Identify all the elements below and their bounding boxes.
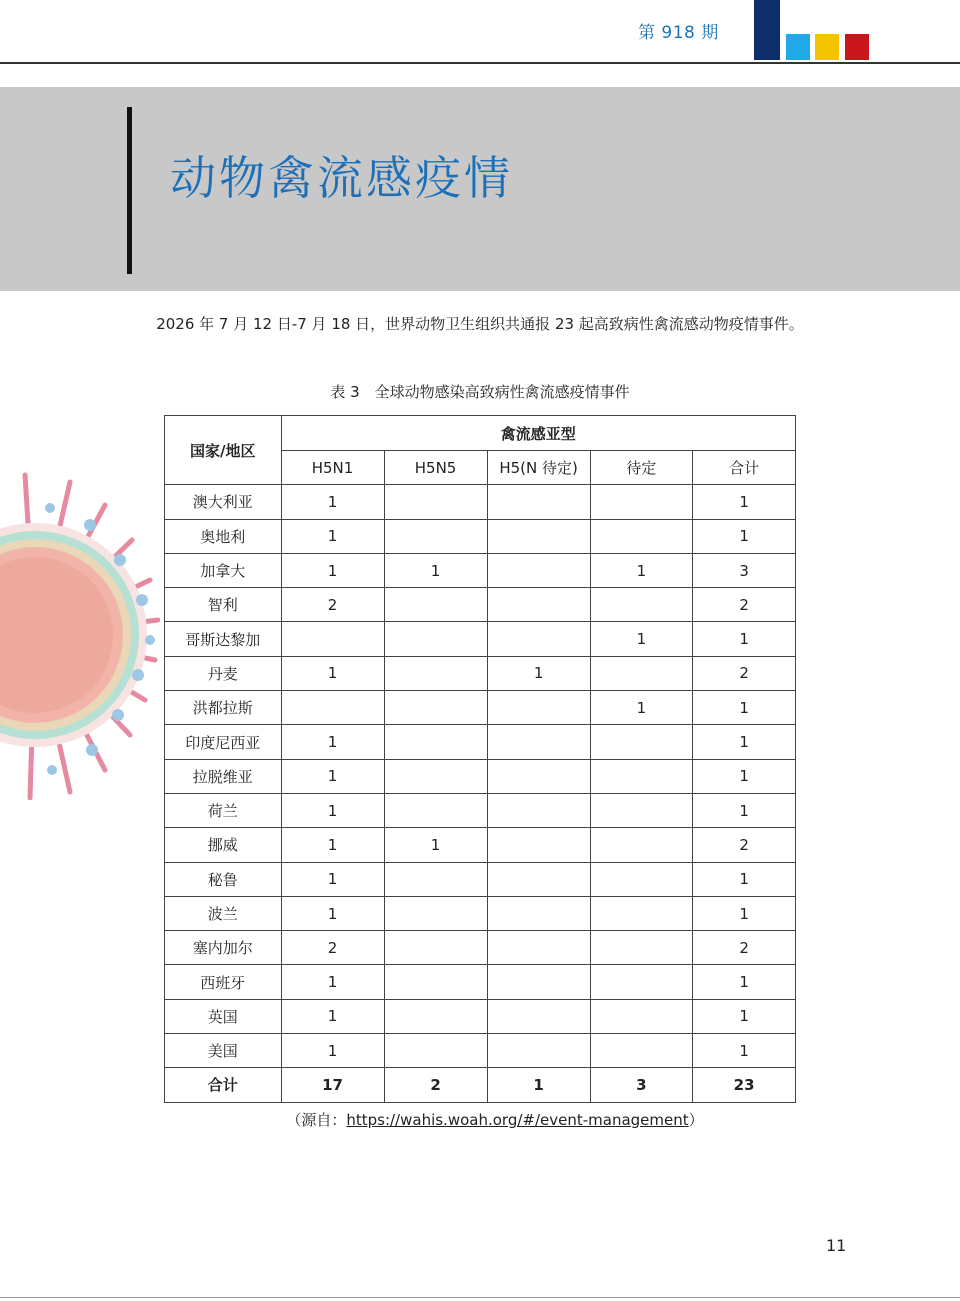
- total-cell: 2: [384, 1068, 487, 1102]
- count-cell: 1: [281, 965, 384, 999]
- country-cell: 荷兰: [165, 793, 282, 827]
- source-suffix: ）: [688, 1111, 704, 1129]
- count-cell: [384, 896, 487, 930]
- count-cell: [384, 931, 487, 965]
- header-rule: [0, 62, 960, 64]
- count-cell: [487, 896, 590, 930]
- count-cell: [384, 691, 487, 725]
- country-cell: 美国: [165, 1034, 282, 1068]
- count-cell: [384, 588, 487, 622]
- count-cell: 2: [281, 931, 384, 965]
- row-total-cell: 2: [693, 588, 796, 622]
- count-cell: 1: [590, 553, 693, 587]
- red-block: [845, 34, 869, 60]
- issue-number: 第 918 期: [638, 23, 719, 43]
- row-total-cell: 1: [693, 965, 796, 999]
- count-cell: [487, 965, 590, 999]
- table-row: [165, 622, 796, 656]
- count-cell: [590, 931, 693, 965]
- row-total-cell: 1: [693, 862, 796, 896]
- count-cell: [590, 485, 693, 519]
- count-cell: [384, 622, 487, 656]
- count-cell: [384, 793, 487, 827]
- country-cell: 西班牙: [165, 965, 282, 999]
- count-cell: [590, 588, 693, 622]
- row-total-cell: 1: [693, 1034, 796, 1068]
- count-cell: [384, 1034, 487, 1068]
- table-row: [165, 656, 796, 690]
- count-cell: 2: [281, 588, 384, 622]
- count-cell: 1: [281, 1034, 384, 1068]
- count-cell: 1: [281, 656, 384, 690]
- count-cell: [487, 999, 590, 1033]
- total-row: [165, 1068, 796, 1102]
- count-cell: [384, 725, 487, 759]
- count-cell: [590, 656, 693, 690]
- count-cell: [487, 725, 590, 759]
- count-cell: [590, 793, 693, 827]
- header-subtype: H5(N 待定): [487, 451, 590, 485]
- row-total-cell: 2: [693, 656, 796, 690]
- table-body: [165, 485, 796, 1102]
- table-header-row: [165, 416, 796, 451]
- count-cell: 1: [281, 862, 384, 896]
- footer-rule: [0, 1297, 960, 1298]
- count-cell: 1: [281, 553, 384, 587]
- count-cell: [590, 965, 693, 999]
- count-cell: [487, 793, 590, 827]
- count-cell: [590, 999, 693, 1033]
- row-total-cell: 2: [693, 931, 796, 965]
- count-cell: [281, 622, 384, 656]
- total-cell: 23: [693, 1068, 796, 1102]
- country-cell: 印度尼西亚: [165, 725, 282, 759]
- table-row: [165, 759, 796, 793]
- row-total-cell: 1: [693, 622, 796, 656]
- table-row: [165, 485, 796, 519]
- section-title: 动物禽流感疫情: [170, 151, 513, 205]
- row-total-cell: 1: [693, 793, 796, 827]
- country-cell: 澳大利亚: [165, 485, 282, 519]
- row-total-cell: 1: [693, 691, 796, 725]
- count-cell: [487, 691, 590, 725]
- table-row: [165, 519, 796, 553]
- count-cell: [590, 862, 693, 896]
- table-row: [165, 931, 796, 965]
- table-row: [165, 896, 796, 930]
- count-cell: 1: [590, 622, 693, 656]
- count-cell: [487, 931, 590, 965]
- header-subtype: 合计: [693, 451, 796, 485]
- country-cell: 奥地利: [165, 519, 282, 553]
- page-number: 11: [826, 1236, 847, 1255]
- country-cell: 洪都拉斯: [165, 691, 282, 725]
- count-cell: [487, 485, 590, 519]
- country-cell: 拉脱维亚: [165, 759, 282, 793]
- country-cell: 秘鲁: [165, 862, 282, 896]
- table-row: [165, 553, 796, 587]
- row-total-cell: 1: [693, 519, 796, 553]
- row-total-cell: 1: [693, 896, 796, 930]
- source-link[interactable]: https://wahis.woah.org/#/event-management: [346, 1111, 689, 1129]
- row-total-cell: 1: [693, 485, 796, 519]
- count-cell: 1: [384, 828, 487, 862]
- count-cell: [281, 691, 384, 725]
- intro-paragraph: 2026 年 7 月 12 日-7 月 18 日，世界动物卫生组织共通报 23 起高致病性禽流感动物疫情事件。: [156, 315, 804, 333]
- header-subtype: H5N5: [384, 451, 487, 485]
- count-cell: [384, 485, 487, 519]
- country-cell: 英国: [165, 999, 282, 1033]
- count-cell: 1: [384, 553, 487, 587]
- count-cell: [384, 759, 487, 793]
- table-row: [165, 828, 796, 862]
- count-cell: [487, 588, 590, 622]
- country-cell: 波兰: [165, 896, 282, 930]
- table-row: [165, 725, 796, 759]
- count-cell: 1: [281, 793, 384, 827]
- count-cell: 1: [487, 656, 590, 690]
- count-cell: [384, 965, 487, 999]
- table-row: [165, 691, 796, 725]
- row-total-cell: 1: [693, 759, 796, 793]
- count-cell: [384, 999, 487, 1033]
- table-row: [165, 588, 796, 622]
- count-cell: 1: [590, 691, 693, 725]
- count-cell: 1: [281, 896, 384, 930]
- source-note: [0, 1109, 960, 1130]
- count-cell: [487, 828, 590, 862]
- table-row: [165, 793, 796, 827]
- table-row: [165, 965, 796, 999]
- country-cell: 塞内加尔: [165, 931, 282, 965]
- count-cell: [487, 1034, 590, 1068]
- count-cell: 1: [281, 725, 384, 759]
- header-country: 国家/地区: [165, 416, 282, 485]
- banner-accent-bar: [127, 107, 132, 274]
- virus-illustration: [0, 470, 160, 800]
- count-cell: [384, 656, 487, 690]
- count-cell: [384, 862, 487, 896]
- yellow-block: [815, 34, 839, 60]
- table-caption: 表 3 全球动物感染高致病性禽流感疫情事件: [330, 383, 630, 401]
- total-cell: 3: [590, 1068, 693, 1102]
- total-cell: 17: [281, 1068, 384, 1102]
- country-cell: 挪威: [165, 828, 282, 862]
- count-cell: 1: [281, 519, 384, 553]
- count-cell: 1: [281, 485, 384, 519]
- row-total-cell: 3: [693, 553, 796, 587]
- count-cell: [590, 828, 693, 862]
- header-subtype-group: 禽流感亚型: [281, 416, 796, 451]
- header-subtype: H5N1: [281, 451, 384, 485]
- country-cell: 智利: [165, 588, 282, 622]
- cyan-block: [786, 34, 810, 60]
- count-cell: 1: [281, 759, 384, 793]
- count-cell: [590, 759, 693, 793]
- count-cell: [487, 862, 590, 896]
- navy-block: [754, 0, 780, 60]
- source-prefix: （源自：: [286, 1111, 347, 1129]
- count-cell: [487, 622, 590, 656]
- country-cell: 加拿大: [165, 553, 282, 587]
- count-cell: [487, 759, 590, 793]
- total-cell: 1: [487, 1068, 590, 1102]
- table-row: [165, 862, 796, 896]
- total-label-cell: 合计: [165, 1068, 282, 1102]
- count-cell: [487, 553, 590, 587]
- table-row: [165, 999, 796, 1033]
- header-subtype: 待定: [590, 451, 693, 485]
- table-row: [165, 1034, 796, 1068]
- country-cell: 丹麦: [165, 656, 282, 690]
- row-total-cell: 1: [693, 725, 796, 759]
- row-total-cell: 2: [693, 828, 796, 862]
- country-cell: 哥斯达黎加: [165, 622, 282, 656]
- count-cell: [590, 725, 693, 759]
- count-cell: [384, 519, 487, 553]
- count-cell: [590, 1034, 693, 1068]
- count-cell: [590, 519, 693, 553]
- count-cell: [590, 896, 693, 930]
- row-total-cell: 1: [693, 999, 796, 1033]
- count-cell: [487, 519, 590, 553]
- count-cell: 1: [281, 999, 384, 1033]
- count-cell: 1: [281, 828, 384, 862]
- outbreak-table: [164, 415, 796, 1103]
